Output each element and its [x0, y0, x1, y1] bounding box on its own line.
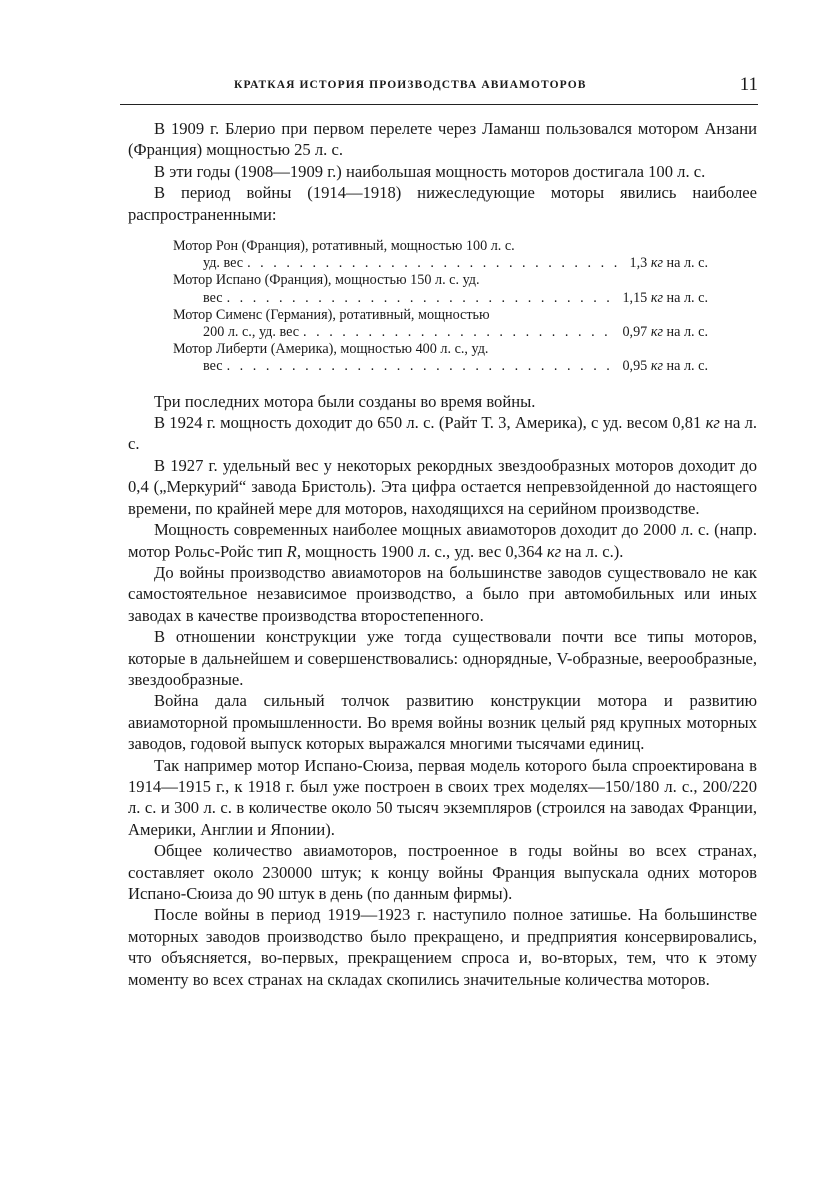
paragraph-1924: [128, 412, 757, 455]
paragraph-war-period: В период войны (1914—1918) нижеследующие моторы явились наиболее распространенными:: [128, 183, 757, 224]
page-number: 11: [739, 74, 758, 95]
running-title: КРАТКАЯ ИСТОРИЯ ПРОИЗВОДСТВА АВИАМОТОРОВ: [234, 79, 587, 91]
paragraph-total-count: Общее количество авиамоторов, построенное в годы войны во всех странах, составляет около 230000 штук; к концу войны Франция выпускала одних моторов Испано-Сюиза до 90 штук в день (по данным фирмы).: [128, 841, 757, 903]
paragraph-war-impulse: Война дала сильный толчок развитию конструкции мотора и развитию авиамоторной промышленности. Во время войны возник целый ряд крупных моторных заводов, годовой выпуск которых выражался многими тысячами единиц.: [128, 691, 757, 754]
engine-spec-unit: кг: [650, 289, 663, 306]
paragraph-1924-unit: кг: [705, 413, 720, 433]
engine-spec-suffix: на л. с.: [666, 255, 708, 272]
dot-leader: [227, 358, 619, 375]
engine-spec-item: [173, 341, 708, 375]
paragraph-construction: В отношении конструкции уже тогда существовали почти все типы моторов, которые в дальнейшем и совершенствовались: однорядные, V-образные, веерообразные, звездообразные.: [128, 627, 757, 689]
paragraph-1908-1909: В эти годы (1908—1909 г.) наибольшая мощность моторов достигала 100 л. с.: [154, 161, 706, 181]
engine-spec-value: 0,95: [622, 358, 648, 375]
engine-spec-desc: Мотор Рон (Франция), ротативный, мощностью 100 л. с.: [173, 238, 515, 255]
paragraph-1924-suffix: на л. с.: [128, 413, 757, 454]
modern-unit: кг: [546, 541, 562, 561]
paragraph-1909: В 1909 г. Блерио при первом перелете через Ламанш пользовался мотором Анзани (Франция) мощностью 25 л. с.: [128, 119, 757, 160]
paragraph-prewar: До войны производство авиамоторов на большинстве заводов существовало не как самостоятельное независимое производство, а было при автомобильных или иных заводах в качестве производства второстепенного.: [128, 562, 757, 625]
engine-spec-cont: вес: [203, 289, 223, 306]
modern-type-letter: R: [286, 541, 297, 561]
header-rule: [120, 104, 758, 105]
running-header: [118, 74, 758, 104]
engine-spec-desc: Мотор Сименс (Германия), ротативный, мощностью: [173, 306, 490, 323]
dot-leader: [247, 255, 625, 272]
engine-spec-desc: Мотор Либерти (Америка), мощностью 400 л. с., уд.: [173, 341, 489, 358]
engine-spec-unit: кг: [650, 324, 663, 341]
paragraph-hispano-suiza: Так например мотор Испано-Сюиза, первая модель которого была спроектирована в 1914—1915 г., к 1918 г. был уже построен в своих трех моделях—150/180 л. с., 200/220 л. с. и 300 л. с. в количестве около 50 тысяч экземпляров (строился на заводах Франции, Америки, Англии и Японии).: [128, 755, 757, 839]
engine-spec-list: [173, 238, 708, 376]
engine-spec-value: 1,15: [622, 289, 648, 306]
engine-spec-item: [173, 238, 708, 272]
modern-text-b: , мощность 1900 л. с., уд. вес 0,364: [296, 541, 543, 561]
engine-spec-cont: уд. вес: [203, 255, 244, 272]
engine-spec-value: 1,3: [629, 255, 648, 272]
engine-spec-desc: Мотор Испано (Франция), мощностью 150 л. с. уд.: [173, 272, 480, 289]
dot-leader: [227, 290, 619, 307]
engine-spec-suffix: на л. с.: [666, 289, 708, 306]
engine-spec-cont: вес: [203, 358, 223, 375]
engine-spec-item: [173, 307, 708, 341]
body-text: [128, 118, 757, 990]
paragraph-postwar: После войны в период 1919—1923 г. наступило полное затишье. На большинстве моторных заводов производство было прекращено, и предприятия консервировались, что объясняется, во-первых, прекращением спроса и, во-вторых, тем, что к этому моменту во всех странах на складах скопились значительные количества моторов.: [128, 905, 757, 989]
paragraph-1924-text: В 1924 г. мощность доходит до 650 л. с. (Райт Т. 3, Америка), с уд. весом 0,81: [154, 413, 702, 433]
modern-suffix: на л. с.).: [565, 541, 624, 561]
engine-spec-cont: 200 л. с., уд. вес: [203, 324, 300, 341]
engine-spec-suffix: на л. с.: [666, 324, 708, 341]
engine-spec-suffix: на л. с.: [666, 358, 708, 375]
dot-leader: [303, 324, 618, 341]
engine-spec-value: 0,97: [622, 324, 648, 341]
engine-spec-unit: кг: [650, 358, 663, 375]
paragraph-last-three: Три последних мотора были созданы во время войны.: [154, 391, 536, 411]
engine-spec-unit: кг: [650, 255, 663, 272]
paragraph-modern-power: [128, 519, 757, 562]
paragraph-1927: В 1927 г. удельный вес у некоторых рекордных звездообразных моторов доходит до 0,4 („Меркурий“ завода Бристоль). Эта цифра остается непревзойденной до настоящего времени, по крайней мере для моторов, находящихся на серийном производстве.: [128, 455, 757, 518]
modern-text-a: Мощность современных наиболее мощных авиамоторов доходит до 2000 л. с. (напр. мотор Рольс-Ройс тип: [128, 520, 757, 561]
engine-spec-item: [173, 272, 708, 306]
